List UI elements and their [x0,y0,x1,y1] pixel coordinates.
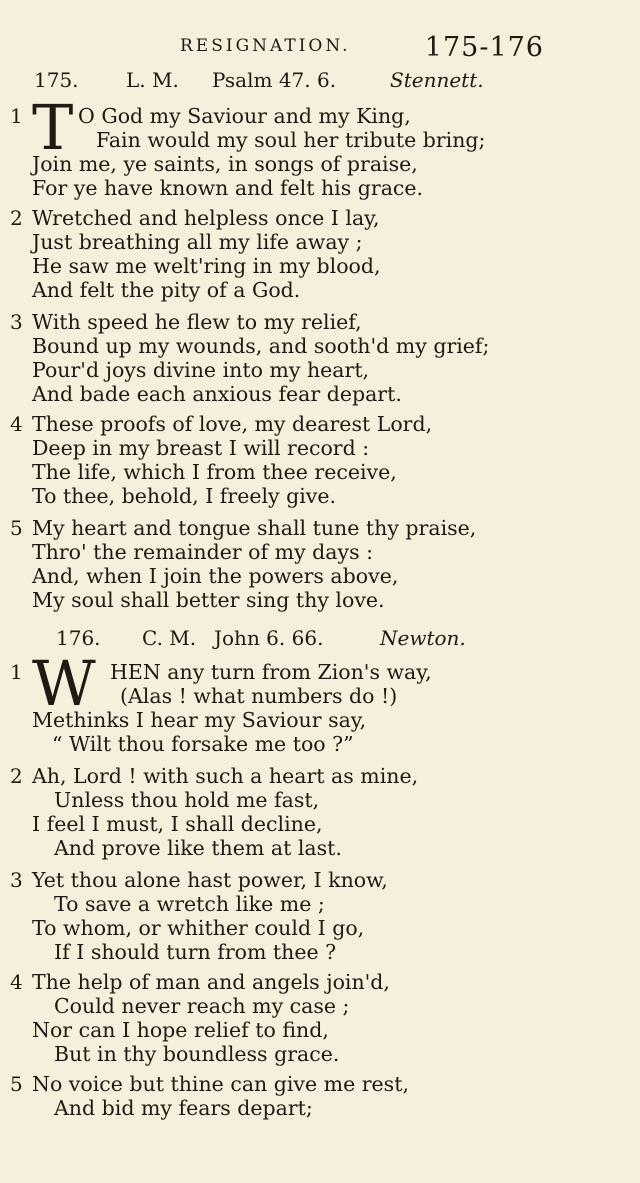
verse-number: 4 [10,970,23,994]
verse-line: And, when I join the powers above, [32,564,399,588]
hymn-scripture: Psalm 47. 6. [212,68,337,92]
verse-line: Ah, Lord ! with such a heart as mine, [32,764,419,788]
verse-number: 4 [10,412,23,436]
verse-line: And bade each anxious fear depart. [32,382,402,406]
hymn-meter: C. M. [142,626,197,650]
verse-line: Yet thou alone hast power, I know, [32,868,388,892]
verse-number: 3 [10,868,23,892]
verse-line: To whom, or whither could I go, [32,916,365,940]
verse-line: For ye have known and felt his grace. [32,176,424,200]
verse-line: Could never reach my case ; [54,994,350,1018]
verse-line: My soul shall better sing thy love. [32,588,385,612]
verse-line: To thee, behold, I freely give. [32,484,337,508]
verse-line: My heart and tongue shall tune thy praise, [32,516,477,540]
verse-line: (Alas ! what numbers do !) [120,684,398,708]
verse-line: The help of man and angels join'd, [32,970,390,994]
verse-line: O God my Saviour and my King, [78,104,411,128]
hymn-scripture: John 6. 66. [214,626,324,650]
verse-line: Nor can I hope relief to find, [32,1018,329,1042]
verse-line: Thro' the remainder of my days : [32,540,374,564]
verse-line: Unless thou hold me fast, [54,788,320,812]
verse-number: 1 [10,660,23,684]
verse-line: Wretched and helpless once I lay, [32,206,380,230]
verse-line: And bid my fears depart; [54,1096,313,1120]
verse-number: 2 [10,764,23,788]
verse-line: HEN any turn from Zion's way, [110,660,432,684]
verse-line: Bound up my wounds, and sooth'd my grief; [32,334,490,358]
verse-number: 5 [10,516,23,540]
hymn-meter: L. M. [126,68,179,92]
verse-line: The life, which I from thee receive, [32,460,397,484]
hymn-author: Newton. [380,626,466,650]
hymn-176-heading [30,626,530,652]
verse-line: And prove like them at last. [54,836,342,860]
running-title: RESIGNATION. [180,36,351,56]
verse-line: Join me, ye saints, in songs of praise, [32,152,418,176]
verse-line: Pour'd joys divine into my heart, [32,358,370,382]
page-numbers: 175-176 [424,32,544,63]
verse-number: 1 [10,104,23,128]
drop-cap: T [32,91,74,164]
verse-number: 3 [10,310,23,334]
verse-line: These proofs of love, my dearest Lord, [32,412,433,436]
verse-number: 5 [10,1072,23,1096]
verse-number: 2 [10,206,23,230]
verse-line: Just breathing all my life away ; [32,230,363,254]
hymn-author: Stennett. [390,68,484,92]
verse-line: And felt the pity of a God. [32,278,301,302]
hymn-number: 176. [56,626,101,650]
verse-line: But in thy boundless grace. [54,1042,340,1066]
verse-line: He saw me welt'ring in my blood, [32,254,381,278]
verse-line: I feel I must, I shall decline, [32,812,323,836]
hymn-175-heading [30,68,530,94]
verse-line: To save a wretch like me ; [54,892,325,916]
verse-line: No voice but thine can give me rest, [32,1072,409,1096]
verse-line: With speed he flew to my relief, [32,310,362,334]
verse-line: Methinks I hear my Saviour say, [32,708,367,732]
hymn-number: 175. [34,68,79,92]
drop-cap: W [32,647,96,720]
verse-line: Deep in my breast I will record : [32,436,370,460]
verse-line: If I should turn from thee ? [54,940,337,964]
verse-line: “ Wilt thou forsake me too ?” [52,732,354,756]
verse-line: Fain would my soul her tribute bring; [96,128,486,152]
